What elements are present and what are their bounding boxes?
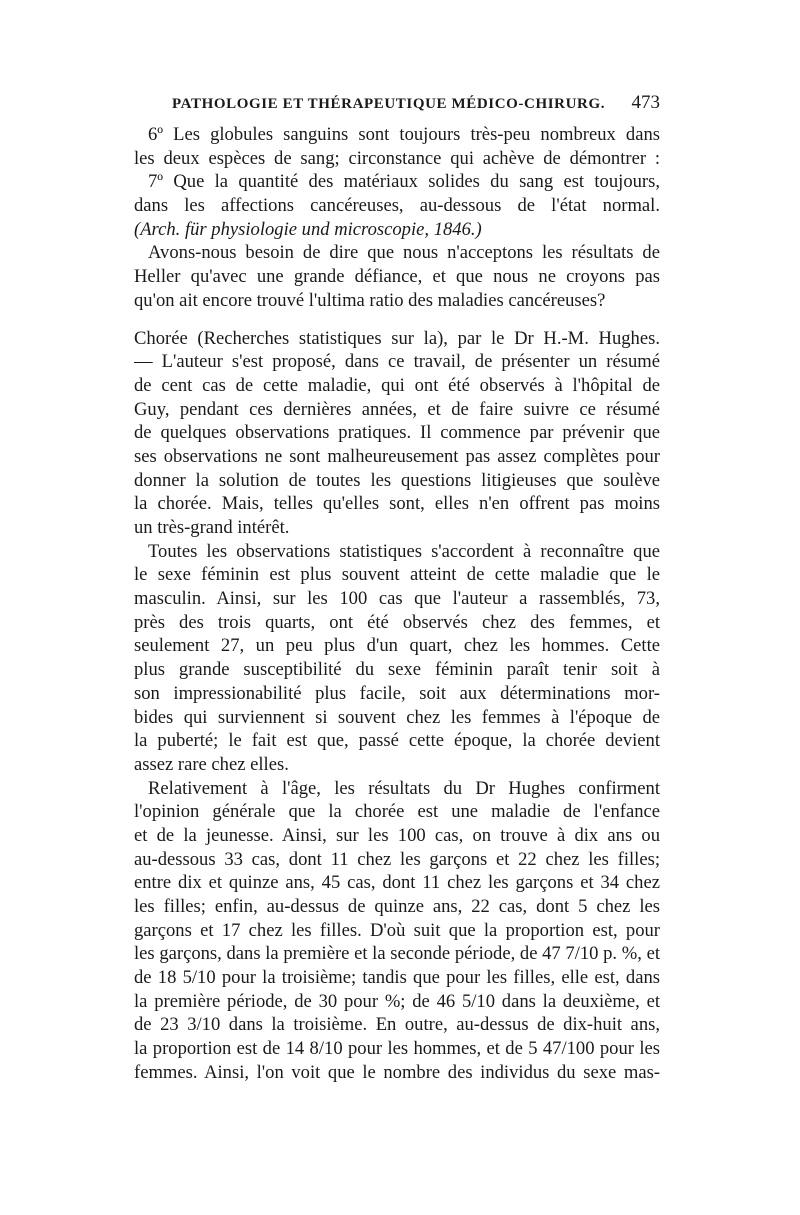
text-line: les filles; enfin, au-dessus de quinze ans, 22 cas, dont 5 chez les [134, 896, 660, 917]
text-line: bides qui surviennent si souvent chez les femmes à l'époque de [134, 706, 660, 728]
text-line: près des trois quarts, ont été observés chez des femmes, et [134, 611, 660, 633]
text-line: les garçons, dans la première et la seconde période, de 47 7/10 p. %, et [134, 943, 660, 965]
text-line: assez rare chez elles. [134, 753, 289, 775]
text-line: la puberté; le fait est que, passé cette époque, la chorée devient [134, 730, 660, 752]
text-line: Avons-nous besoin de dire que nous n'acceptons les résultats de [148, 242, 660, 264]
text-line: son impressionabilité plus facile, soit aux déterminations mor- [134, 682, 660, 704]
text-line: Guy, pendant ces dernières années, et de faire suivre ce résumé [134, 398, 660, 420]
text-line: de cent cas de cette maladie, qui ont été observés à l'hôpital de [134, 374, 660, 396]
text-line: de quelques observations pratiques. Il commence par prévenir que [134, 422, 660, 444]
text-line: la proportion est de 14 8/10 pour les hommes, et de 5 47/100 pour les [134, 1038, 660, 1060]
text-line: 6º Les globules sanguins sont toujours très-peu nombreux dans [148, 124, 660, 145]
text-line: plus grande susceptibilité du sexe féminin paraît tenir soit à [134, 659, 660, 681]
text-line: de 18 5/10 pour la troisième; tandis que pour les filles, elle est, dans [134, 967, 660, 989]
text-line: garçons et 17 chez les filles. D'où suit que la proportion est, pour [134, 919, 660, 941]
text-line: l'opinion générale que la chorée est une maladie de l'enfance [134, 801, 660, 823]
text-line: la première période, de 30 pour %; de 46 5/10 dans la deuxième, et [134, 990, 660, 1012]
text-line: Heller qu'avec une grande défiance, et que nous ne croyons pas [134, 266, 660, 288]
page-number: 473 [631, 92, 660, 113]
text-line: Relativement à l'âge, les résultats du Dr Hughes confirment [148, 777, 660, 799]
running-header [134, 92, 660, 114]
document-page [134, 92, 660, 1085]
header-title: PATHOLOGIE ET THÉRAPEUTIQUE MÉDICO-CHIRURG. [172, 96, 606, 112]
text-line: dans les affections cancéreuses, au-dessous de l'état normal. [134, 195, 660, 217]
text-line: la chorée. Mais, telles qu'elles sont, elles n'en offrent pas moins [134, 493, 660, 515]
text-line: seulement 27, un peu plus d'un quart, chez les hommes. Cette [134, 635, 660, 657]
text-line: masculin. Ainsi, sur les 100 cas que l'auteur a rassemblés, 73, [134, 588, 660, 610]
text-line: — L'auteur s'est proposé, dans ce travail, de présenter un résumé [134, 351, 660, 373]
paragraph-sexe [134, 540, 660, 777]
text-line: qu'on ait encore trouvé l'ultima ratio des maladies cancéreuses? [134, 289, 606, 311]
text-line: de 23 3/10 dans la troisième. En outre, au-dessus de dix-huit ans, [134, 1014, 660, 1036]
paragraph-choree-intro [134, 327, 660, 540]
text-line: (Arch. für physiologie und microscopie, 1846.) [134, 218, 482, 240]
text-line: un très-grand intérêt. [134, 517, 290, 538]
section-gap [134, 313, 660, 327]
paragraph-age [134, 777, 660, 1085]
text-line: Toutes les observations statistiques s'accordent à reconnaître que [148, 540, 660, 562]
text-line: donner la solution de toutes les questions litigieuses que soulève [134, 469, 660, 491]
paragraph-globules [134, 123, 660, 241]
text-line: et de la jeunesse. Ainsi, sur les 100 cas, on trouve à dix ans ou [134, 824, 660, 846]
text-line: le sexe féminin est plus souvent atteint de cette maladie que le [134, 564, 660, 586]
text-line: femmes. Ainsi, l'on voit que le nombre des individus du sexe mas- [134, 1061, 660, 1083]
section-heading-line: Chorée (Recherches statistiques sur la), par le Dr H.-M. Hughes. [134, 327, 660, 349]
text-line: 7º Que la quantité des matériaux solides du sang est toujours, [148, 171, 660, 193]
text-line: au-dessous 33 cas, dont 11 chez les garçons et 22 chez les filles; [134, 848, 660, 870]
text-line: entre dix et quinze ans, 45 cas, dont 11 chez les garçons et 34 chez [134, 872, 660, 894]
text-line: ses observations ne sont malheureusement pas assez complètes pour [134, 445, 660, 467]
text-line: les deux espèces de sang; circonstance qui achève de démontrer : [134, 147, 660, 169]
paragraph-heller [134, 241, 660, 312]
